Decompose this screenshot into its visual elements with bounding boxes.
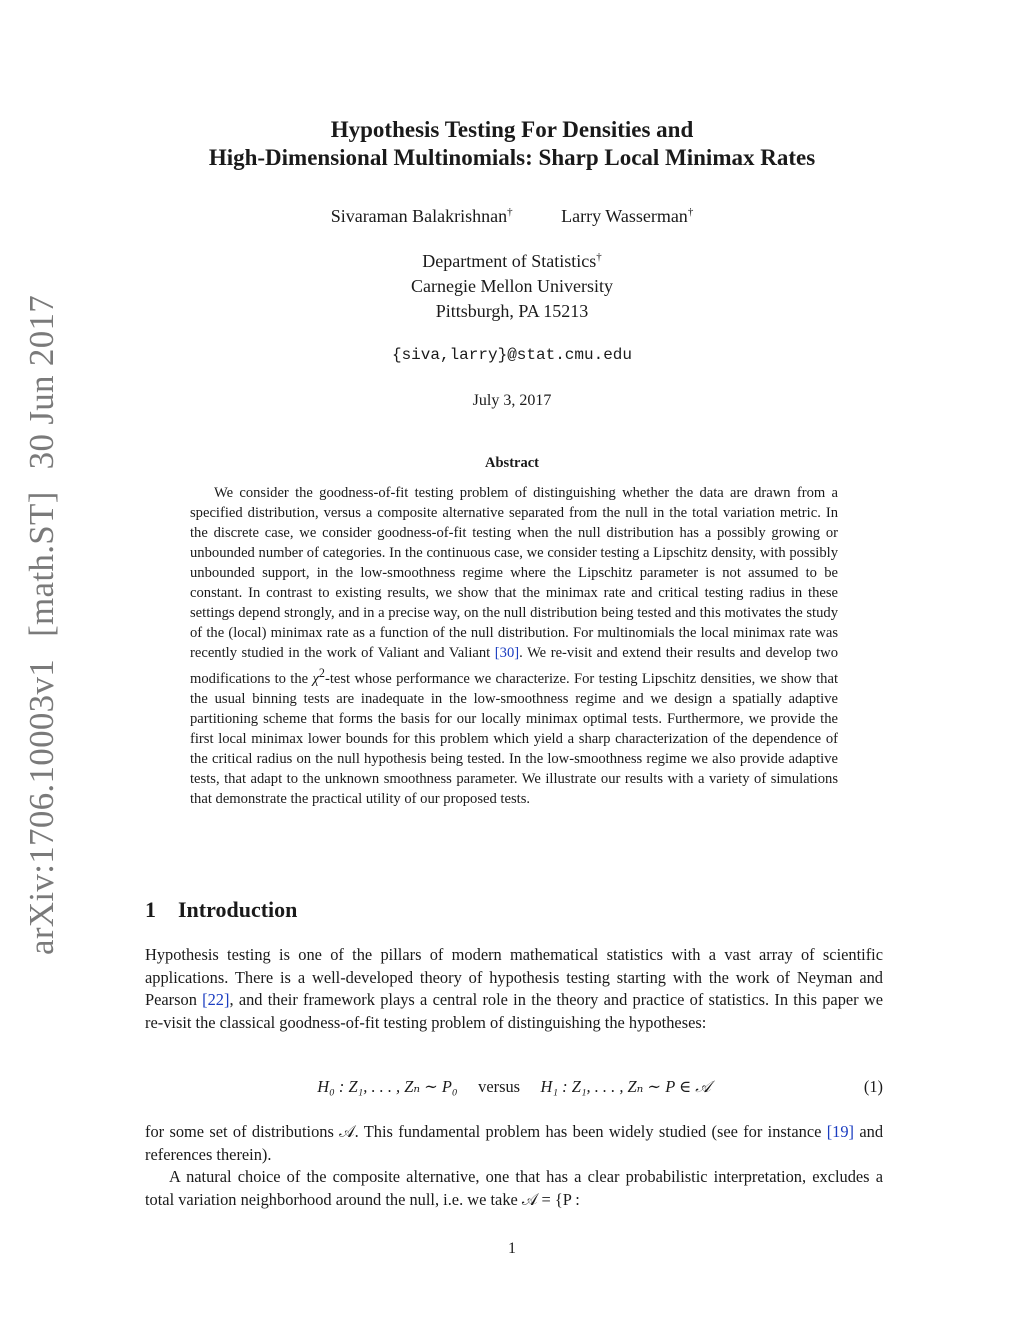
author-email: {siva,larry}@stat.cmu.edu xyxy=(391,346,633,364)
p1-text-a: Hypothesis testing is one of the pillars of modern mathematical statistics with a vast array of scientific applications. There is a well-developed theory of hypothesis testing starting with the work of Neyman and Pearson xyxy=(145,945,883,1010)
equation-right: H₁ : Z₁, . . . , Zₙ ∼ P ∈ 𝒜 xyxy=(540,1077,711,1096)
equation-number: (1) xyxy=(863,1077,883,1096)
department xyxy=(0,245,1024,274)
equation-left: H₀ : Z₁, . . . , Zₙ ∼ P₀ xyxy=(317,1077,458,1096)
author-2 xyxy=(561,206,693,226)
section-title: Introduction xyxy=(178,897,298,922)
department-mark: † xyxy=(596,251,602,263)
author-2-name: Larry Wasserman xyxy=(561,206,688,226)
abstract-heading: Abstract xyxy=(485,455,539,471)
p1-text-b: , and their framework plays a central role in the theory and practice of statistics. In this paper we re-visit the classical goodness-of-fit testing problem of distinguishing the hypotheses: xyxy=(145,990,883,1033)
citation-22[interactable]: [22] xyxy=(202,990,230,1010)
title-line-1: Hypothesis Testing For Densities and xyxy=(330,117,694,142)
intro-paragraph-1 xyxy=(145,944,883,1035)
abstract-text-b: . We re-visit and extend their results and develop two modifications to the xyxy=(190,645,838,687)
city: Pittsburgh, PA 15213 xyxy=(435,301,589,321)
abstract-body xyxy=(190,483,838,809)
department-name: Department of Statistics xyxy=(422,251,597,271)
author-list xyxy=(0,206,1024,227)
abstract-text-c: -test whose performance we characterize. For testing Lipschitz densities, we show that the usual binning tests are inadequate in the low-smoothness regime and we design a spatially adaptive partitioning scheme that forms the basis for our locally minimax optimal tests. Furthermore, we provide the first local minimax lower bounds for this problem which yield a sharp characterization of the dependence of the critical radius on the null hypothesis being tested. In the low-smoothness regime we also provide adaptive tests, that adapt to the unknown smoothness parameter. We illustrate our results with a variety of simulations that demonstrate the practical utility of our proposed tests. xyxy=(190,670,838,807)
author-1-name: Sivaraman Balakrishnan xyxy=(330,206,508,226)
author-1-mark: † xyxy=(507,206,513,218)
chi-exponent: 2 xyxy=(318,666,325,680)
citation-19[interactable]: [19] xyxy=(826,1122,855,1141)
affiliation xyxy=(0,245,1024,324)
intro-paragraph-3: A natural choice of the composite alternative, one that has a clear probabilistic interpretation, excludes a total variation neighborhood around the null, i.e. we take 𝒜 = {P : xyxy=(145,1167,883,1209)
intro-paragraph-2 xyxy=(145,1121,883,1166)
equation-expression xyxy=(145,1077,883,1097)
arxiv-id: arXiv:1706.10003v1 xyxy=(22,658,61,955)
equation-versus: versus xyxy=(478,1077,521,1096)
university: Carnegie Mellon University xyxy=(411,276,613,296)
paper-title xyxy=(0,116,1024,172)
chi-symbol: χ xyxy=(312,670,319,687)
arxiv-stamp xyxy=(22,273,62,955)
author-1 xyxy=(331,206,513,226)
citation-30[interactable]: [30] xyxy=(494,645,520,661)
paper-date: July 3, 2017 xyxy=(472,392,552,409)
arxiv-date: 30 Jun 2017 xyxy=(22,294,61,470)
p2-text-b: and references therein). xyxy=(145,1122,884,1164)
p2-text-a: for some set of distributions 𝒜. This fundamental problem has been widely studied (see for instance xyxy=(145,1122,827,1141)
title-line-2: High-Dimensional Multinomials: Sharp Local Minimax Rates xyxy=(208,145,816,170)
page-number: 1 xyxy=(508,1240,516,1257)
abstract-text-a: We consider the goodness-of-fit testing problem of distinguishing whether the data are drawn from a specified distribution, versus a composite alternative separated from the null in the total variation metric. In the discrete case, we consider goodness-of-fit testing when the null distribution has a possibly growing or unbounded number of categories. In the continuous case, we consider testing a Lipschitz density, with possibly unbounded support, in the low-smoothness regime where the Lipschitz parameter is not assumed to be constant. In contrast to existing results, we show that the minimax rate and critical testing radius in these settings depend strongly, and in a precise way, on the null distribution being tested and this motivates the study of the (local) minimax rate as a function of the null distribution. For multinomials the local minimax rate was recently studied in the work of Valiant and Valiant xyxy=(190,485,838,661)
section-heading xyxy=(145,897,297,923)
section-number: 1 xyxy=(145,897,156,922)
author-2-mark: † xyxy=(687,206,694,218)
arxiv-category: [math.ST] xyxy=(22,491,61,637)
